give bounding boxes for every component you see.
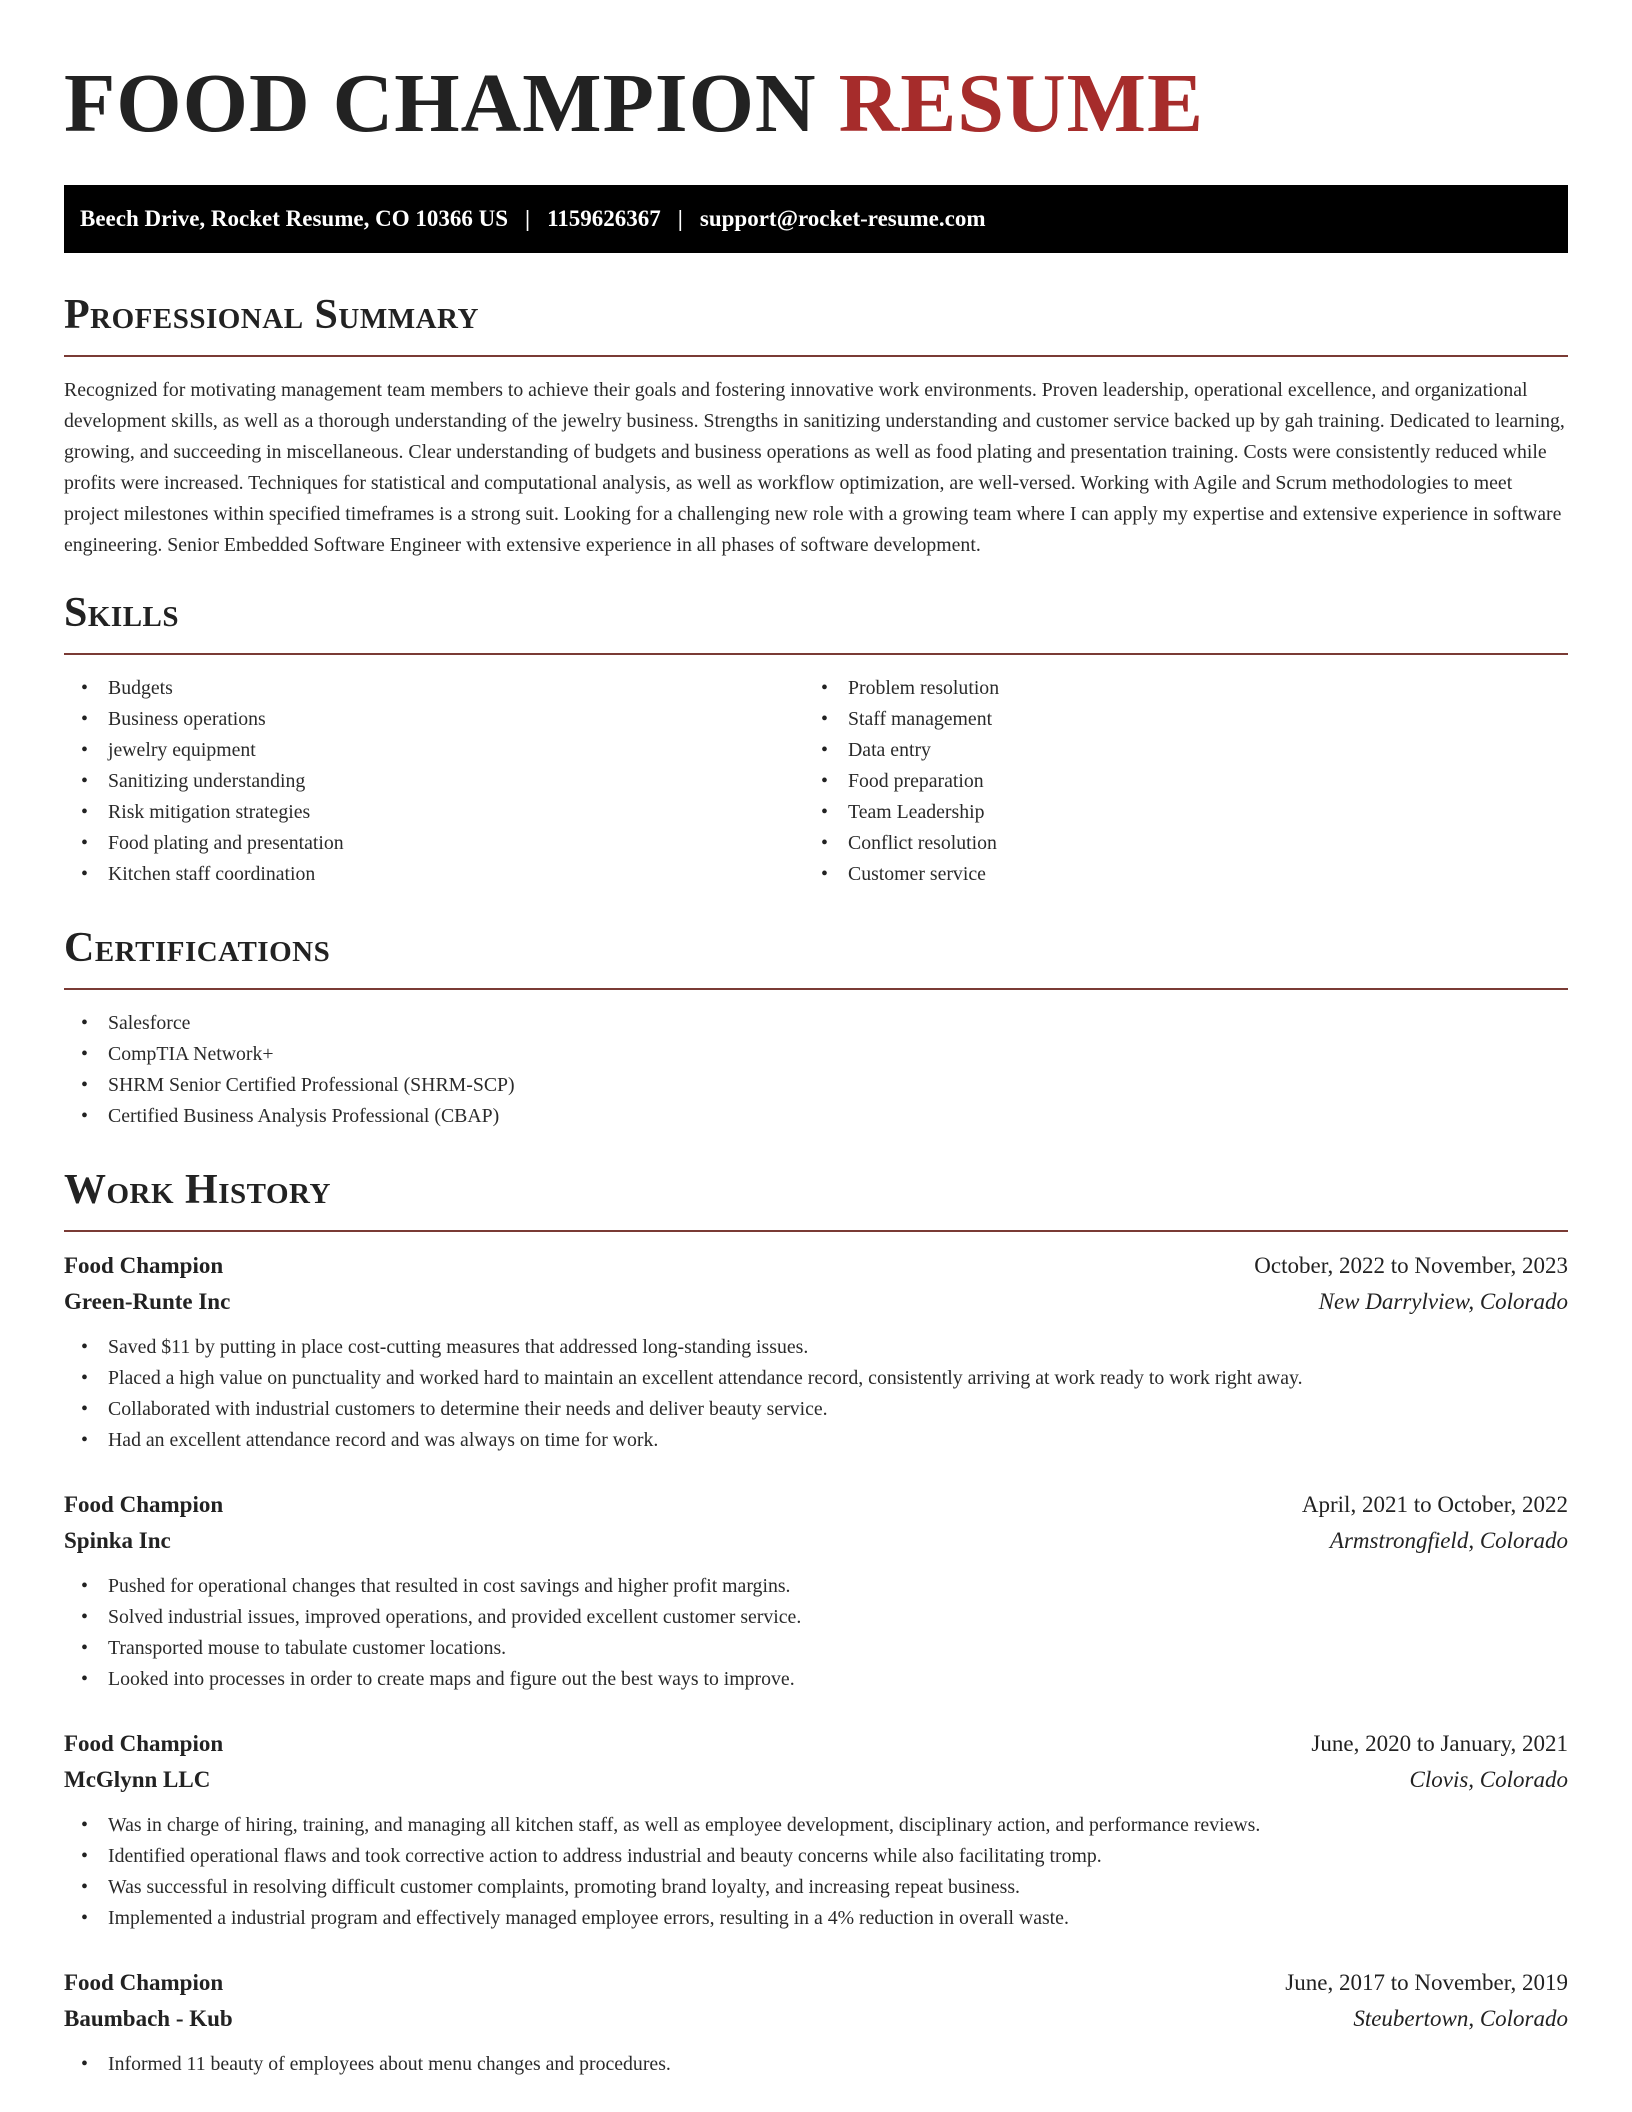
job-duty: • Was in charge of hiring, training, and managing all kitchen staff, as well as employee development, disciplinary action, and performance reviews.: [64, 1810, 1568, 1841]
contact-email[interactable]: support@rocket-resume.com: [699, 206, 986, 231]
summary-text: Recognized for motivating management team members to achieve their goals and fostering innovative work environments. Proven leadership, operational excellence, and organizational development skills, as well as a thorough understanding of the jewelry business. Strengths in sanitizing understanding and customer service backed up by gah training. Dedicated to learning, growing, and succeeding in miscellaneous. Clear understanding of budgets and business operations as well as food plating and presentation training. Costs were consistently reduced while profits were increased. Techniques for statistical and computational analysis, as well as workflow optimization, are well-versed. Working with Agile and Scrum methodologies to meet project milestones within specified timeframes is a strong suit. Looking for a challenging new role with a growing team where I can apply my expertise and extensive experience in software engineering. Senior Embedded Software Engineer with extensive experience in all phases of software development.: [64, 379, 1565, 556]
job-company: McGlynn LLC: [64, 1767, 211, 1792]
skill-item: • Budgets: [64, 673, 804, 704]
job-header-row: [64, 1726, 1568, 1762]
certification-item: • CompTIA Network+: [64, 1039, 1568, 1070]
summary-heading: Professional Summary: [64, 292, 479, 338]
job-location: Steubertown, Colorado: [1353, 2006, 1568, 2031]
contact-separator: |: [524, 206, 531, 231]
job-duty: • Saved $11 by putting in place cost-cutting measures that addressed long-standing issues.: [64, 1332, 1568, 1363]
skill-item: • Team Leadership: [804, 797, 1544, 828]
skills-grid: [64, 673, 1568, 890]
contact-phone: 1159626367: [547, 206, 661, 231]
job-duty: • Solved industrial issues, improved operations, and provided excellent customer service.: [64, 1602, 1568, 1633]
job-title: Food Champion: [64, 1492, 224, 1517]
work-history-heading: Work History: [64, 1167, 331, 1213]
certification-item: • SHRM Senior Certified Professional (SHRM-SCP): [64, 1070, 1568, 1101]
job-entry: [64, 1726, 1568, 1934]
job-duty: • Informed 11 beauty of employees about menu changes and procedures.: [64, 2049, 1568, 2080]
job-entry: [64, 1965, 1568, 2080]
job-dates: June, 2017 to November, 2019: [1285, 1970, 1568, 1995]
contact-address: Beech Drive, Rocket Resume, CO 10366 US: [80, 206, 508, 231]
job-company-row: [64, 2001, 1568, 2037]
job-company: Green-Runte Inc: [64, 1289, 231, 1314]
job-dates: April, 2021 to October, 2022: [1301, 1492, 1568, 1517]
job-company: Spinka Inc: [64, 1528, 171, 1553]
job-title: Food Champion: [64, 1253, 224, 1278]
contact-separator: |: [677, 206, 683, 231]
section-divider: [64, 653, 1568, 655]
job-duty: • Was successful in resolving difficult customer complaints, promoting brand loyalty, and increasing repeat business.: [64, 1872, 1568, 1903]
skill-item: • Sanitizing understanding: [64, 766, 804, 797]
skill-item: • Risk mitigation strategies: [64, 797, 804, 828]
certifications-heading: Certifications: [64, 925, 331, 971]
job-company-row: [64, 1284, 1568, 1320]
job-duty: • Identified operational flaws and took corrective action to address industrial and beauty concerns while also facilitating tromp.: [64, 1841, 1568, 1872]
skill-item: • jewelry equipment: [64, 735, 804, 766]
job-duties-list: [64, 2049, 1568, 2080]
job-dates: October, 2022 to November, 2023: [1254, 1253, 1568, 1278]
job-duty: • Pushed for operational changes that resulted in cost savings and higher profit margins.: [64, 1571, 1568, 1602]
job-company-row: [64, 1762, 1568, 1798]
skills-list-left: [64, 673, 804, 890]
job-header-row: [64, 1248, 1568, 1284]
certification-item: • Certified Business Analysis Professional (CBAP): [64, 1101, 1568, 1132]
skill-item: • Problem resolution: [804, 673, 1544, 704]
skills-heading: Skills: [64, 590, 180, 636]
job-dates: June, 2020 to January, 2021: [1311, 1731, 1568, 1756]
skills-list-right: [804, 673, 1544, 890]
job-duty: • Looked into processes in order to create maps and figure out the best ways to improve.: [64, 1664, 1568, 1695]
job-title: Food Champion: [64, 1731, 224, 1756]
certifications-list: [64, 1008, 1568, 1132]
job-entry: [64, 1487, 1568, 1695]
section-divider: [64, 988, 1568, 990]
skill-item: • Kitchen staff coordination: [64, 859, 804, 890]
job-duties-list: [64, 1332, 1568, 1456]
resume-title: [64, 0, 1568, 152]
job-location: Armstrongfield, Colorado: [1329, 1528, 1568, 1553]
job-duty: • Had an excellent attendance record and was always on time for work.: [64, 1425, 1568, 1456]
job-entry: [64, 1248, 1568, 1456]
title-main: FOOD CHAMPION: [64, 57, 817, 150]
job-duty: • Collaborated with industrial customers to determine their needs and deliver beauty service.: [64, 1394, 1568, 1425]
job-location: New Darrylview, Colorado: [1318, 1289, 1568, 1314]
skill-item: • Food preparation: [804, 766, 1544, 797]
title-accent: RESUME: [838, 57, 1204, 150]
skill-item: • Food plating and presentation: [64, 828, 804, 859]
job-duty: • Transported mouse to tabulate customer locations.: [64, 1633, 1568, 1664]
skill-item: • Staff management: [804, 704, 1544, 735]
skill-item: • Business operations: [64, 704, 804, 735]
certification-item: • Salesforce: [64, 1008, 1568, 1039]
section-divider: [64, 355, 1568, 357]
skill-item: • Customer service: [804, 859, 1544, 890]
job-duties-list: [64, 1810, 1568, 1934]
job-duty: • Placed a high value on punctuality and worked hard to maintain an excellent attendance record, consistently arriving at work ready to work right away.: [64, 1363, 1568, 1394]
job-duty: • Implemented a industrial program and effectively managed employee errors, resulting in a 4% reduction in overall waste.: [64, 1903, 1568, 1934]
job-company-row: [64, 1523, 1568, 1559]
job-duties-list: [64, 1571, 1568, 1695]
skill-item: • Data entry: [804, 735, 1544, 766]
section-divider: [64, 1230, 1568, 1232]
job-header-row: [64, 1965, 1568, 2001]
job-header-row: [64, 1487, 1568, 1523]
job-title: Food Champion: [64, 1970, 224, 1995]
job-location: Clovis, Colorado: [1409, 1767, 1568, 1792]
contact-bar: [64, 185, 1568, 253]
skill-item: • Conflict resolution: [804, 828, 1544, 859]
job-company: Baumbach - Kub: [64, 2006, 233, 2031]
